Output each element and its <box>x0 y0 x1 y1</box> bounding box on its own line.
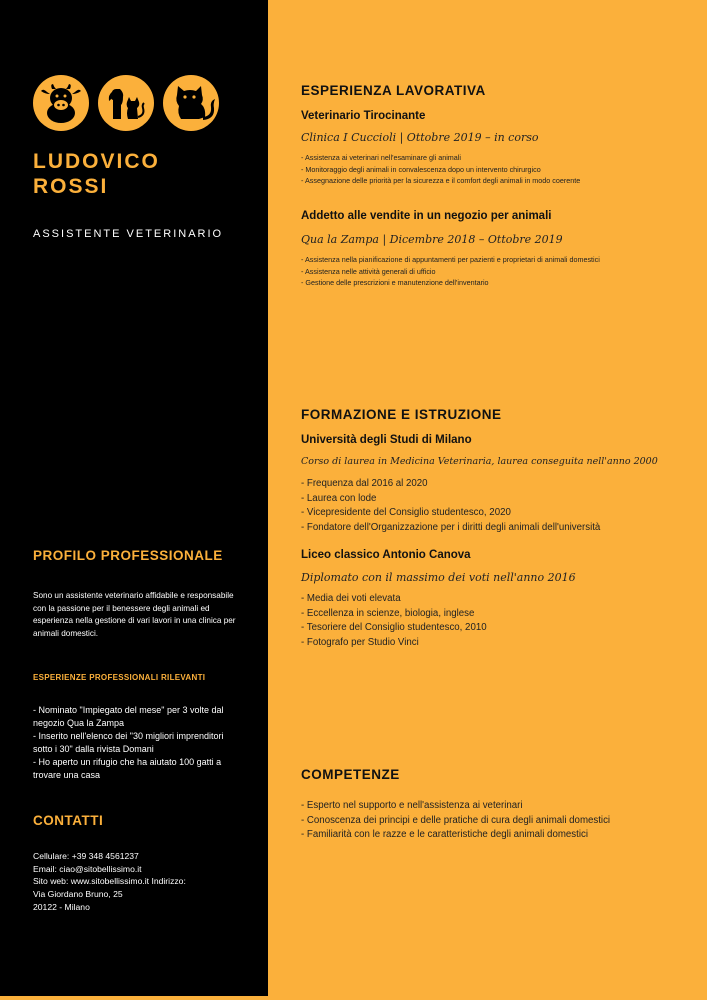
detail-item: - Frequenza dal 2016 al 2020 <box>301 478 428 489</box>
highlights-list <box>33 704 243 782</box>
sidebar <box>0 0 268 996</box>
name-last: ROSSI <box>33 175 109 198</box>
experience-heading: ESPERIENZA LAVORATIVA <box>301 83 486 98</box>
contact-phone: Cellulare: +39 348 4561237 <box>33 851 139 861</box>
contact-city: 20122 - Milano <box>33 901 90 912</box>
contact-website: Sito web: www.sitobellissimo.it Indirizzo: <box>33 876 186 887</box>
profile-heading: PROFILO PROFESSIONALE <box>33 548 223 563</box>
skills-heading: COMPETENZE <box>301 767 400 782</box>
contacts-list <box>33 850 253 914</box>
duty-item: - Assegnazione delle priorità per la sicurezza e il comfort degli animali in modo coerente <box>301 176 581 185</box>
highlights-heading: ESPERIENZE PROFESSIONALI RILEVANTI <box>33 673 206 682</box>
job-role: ASSISTENTE VETERINARIO <box>33 228 224 240</box>
detail-item: - Media dei voti elevata <box>301 593 401 604</box>
detail-item: - Fotografo per Studio Vinci <box>301 637 419 649</box>
detail-item: - Laurea con lode <box>301 492 377 504</box>
highlight-item: - Nominato "Impiegato del mese" per 3 volte dal negozio Qua la Zampa <box>33 705 224 728</box>
detail-item: - Vicepresidente del Consiglio studentesco, 2020 <box>301 507 511 519</box>
duty-item: - Monitoraggio degli animali in convalescenza dopo un intervento chirurgico <box>301 164 541 174</box>
duty-item: - Assistenza nella pianificazione di appuntamenti per pazienti e proprietari di animali domestici <box>301 255 600 264</box>
school-details <box>301 477 600 536</box>
job-duties <box>301 254 600 289</box>
contact-email: Email: ciao@sitobellissimo.it <box>33 863 142 874</box>
school-details <box>301 592 487 651</box>
animal-icons <box>33 75 223 131</box>
dog-cat-icon <box>98 75 154 131</box>
job-duties <box>301 152 580 187</box>
job-title: Addetto alle vendite in un negozio per animali <box>301 210 552 222</box>
skills-list <box>301 799 610 843</box>
bottom-strip <box>0 996 707 1000</box>
skill-item: - Familiarità con le razze e le caratteristiche degli animali domestici <box>301 829 588 841</box>
highlight-item: - Ho aperto un rifugio che ha aiutato 100 gatti a trovare una casa <box>33 757 222 780</box>
name-first: LUDOVICO <box>33 150 160 173</box>
detail-item: - Eccellenza in scienze, biologia, inglese <box>301 607 475 619</box>
school-title: Liceo classico Antonio Canova <box>301 549 471 561</box>
contact-address: Via Giordano Bruno, 25 <box>33 889 123 900</box>
skill-item: - Conoscenza dei principi e delle pratiche di cura degli animali domestici <box>301 814 611 826</box>
duty-item: - Assistenza nelle attività generali di ufficio <box>301 266 436 276</box>
cat-icon <box>163 75 219 131</box>
highlight-item: - Inserito nell'elenco dei "30 migliori imprenditori sotto i 30" dalla rivista Domani <box>33 731 224 754</box>
job-subtitle: Clinica I Cuccioli | Ottobre 2019 – in corso <box>301 131 539 144</box>
skill-item: - Esperto nel supporto e nell'assistenza ai veterinari <box>301 800 523 811</box>
duty-item: - Gestione delle prescrizioni e manutenzione dell'inventario <box>301 278 489 287</box>
detail-item: - Fondatore dell'Organizzazione per i diritti degli animali dell'università <box>301 522 601 534</box>
profile-text: Sono un assistente veterinario affidabile e responsabile con la passione per il benessere degli animali ed esperienza nella gestione di vari lavori in una clinica per animali domestici. <box>33 591 236 638</box>
job-subtitle: Qua la Zampa | Dicembre 2018 – Ottobre 2019 <box>301 233 563 246</box>
school-subtitle: Diplomato con il massimo dei voti nell'anno 2016 <box>301 571 576 584</box>
education-heading: FORMAZIONE E ISTRUZIONE <box>301 407 502 422</box>
cow-icon <box>33 75 89 131</box>
school-title: Università degli Studi di Milano <box>301 434 472 446</box>
detail-item: - Tesoriere del Consiglio studentesco, 2010 <box>301 622 487 634</box>
school-subtitle: Corso di laurea in Medicina Veterinaria, laurea conseguita nell'anno 2000 <box>301 456 658 467</box>
contacts-heading: CONTATTI <box>33 813 104 828</box>
candidate-name <box>33 149 160 199</box>
job-title: Veterinario Tirocinante <box>301 110 426 122</box>
duty-item: - Assistenza ai veterinari nell'esaminare gli animali <box>301 153 461 162</box>
